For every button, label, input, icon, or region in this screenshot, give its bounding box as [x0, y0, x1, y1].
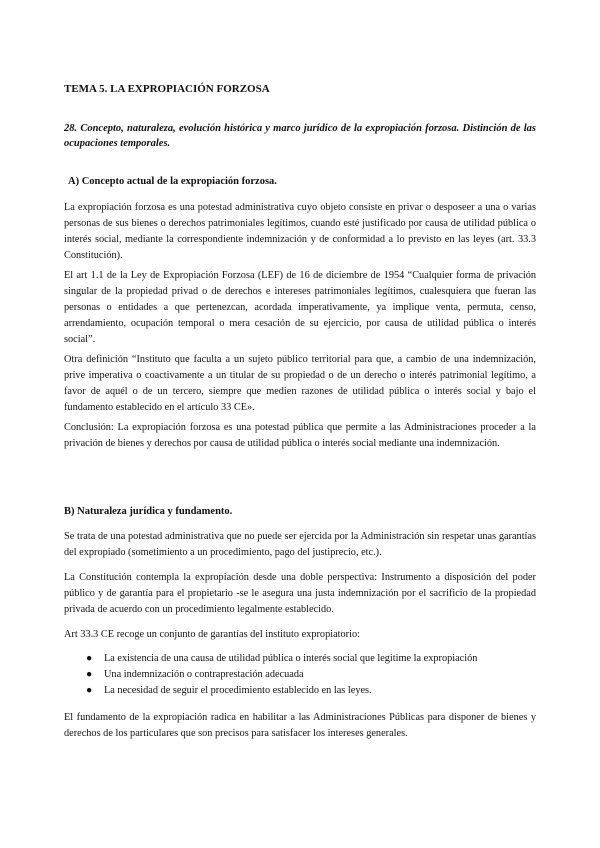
- list-item: [64, 651, 536, 667]
- section-b-paragraph-1: Se trata de una potestad administrativa que no puede ser ejercida por la Administración sin respetar unas garantías del expropiado (sometimiento a un procedimiento, pago del justiprecio, etc.).: [64, 531, 536, 558]
- section-a-paragraph-3: Otra definición “Instituto que faculta a un sujeto público territorial para que, a cambio de una indemnización, prive imperativa o coactivamente a un titular de su propiedad o de un derecho o interés patrimonial legítimo, a favor de aquél o de un tercero, siempre que medien razones de utilidad pública o interés social y bajo el fundamento establecido en el artículo 33 CE».: [64, 354, 536, 413]
- bullet-icon: ●: [86, 685, 93, 696]
- list-item: [64, 683, 536, 699]
- section-b-paragraph-3: Art 33.3 CE recoge un conjunto de garantías del instituto expropiatorio:: [64, 629, 360, 640]
- section-b-paragraph-2: La Constitución contempla la expropiación desde una doble perspectiva: Instrumento a disposición del poder público y de garantía para el propietario -se le asegura una justa indemnización por el sacrificio de la propiedad privada de acuerdo con un procedimiento legalmente establecido.: [64, 572, 536, 615]
- section-b-title: B) Naturaleza jurídica y fundamento.: [64, 506, 233, 517]
- list-item: [64, 667, 536, 683]
- guarantees-list: [64, 651, 536, 699]
- bullet-icon: ●: [86, 653, 93, 664]
- document-title: TEMA 5. LA EXPROPIACIÓN FORZOSA: [64, 83, 270, 95]
- list-item-text: Una indemnización o contraprestación adecuada: [104, 669, 304, 680]
- list-item-text: La necesidad de seguir el procedimiento establecido en las leyes.: [104, 685, 372, 696]
- section-a-paragraph-2: El art 1.1 de la Ley de Expropiación Forzosa (LEF) de 16 de diciembre de 1954 “Cualquier forma de privación singular de la propiedad privad o de derechos e intereses patrimoniales legítimos, cualesquiera que fueran las personas o entidades a que pertenezcan, acordada imperativamente, ya implique venta, permuta, censo, arrendamiento, ocupación temporal o mera cesación de su ejercicio, por causa de utilidad pública o interés social”.: [64, 270, 536, 345]
- topic-heading: 28. Concepto, naturaleza, evolución histórica y marco jurídico de la expropiación forzosa. Distinción de las ocupaciones temporales.: [64, 123, 536, 149]
- bullet-icon: ●: [86, 669, 93, 680]
- section-b-closing: El fundamento de la expropiación radica en habilitar a las Administraciones Públicas para disponer de bienes y derechos de los particulares que son precisos para satisfacer los intereses generales.: [64, 712, 536, 739]
- list-item-text: La existencia de una causa de utilidad pública o interés social que legitime la expropiación: [104, 653, 478, 664]
- section-a-conclusion: Conclusión: La expropiación forzosa es una potestad pública que permite a las Administraciones proceder a la privación de bienes y derechos por causa de utilidad pública o interés social mediante una indemnización.: [64, 422, 536, 449]
- section-a-title: A) Concepto actual de la expropiación forzosa.: [68, 176, 277, 187]
- section-a-paragraph-1: La expropiación forzosa es una potestad administrativa cuyo objeto consiste en privar o desposeer a una o varias personas de sus bienes o derechos patrimoniales legítimos, cuando esté justificado por causa de utilidad pública o interés social, mediante la correspondiente indemnización y de conformidad a lo previsto en las leyes (art. 33.3 Constitución).: [64, 202, 536, 261]
